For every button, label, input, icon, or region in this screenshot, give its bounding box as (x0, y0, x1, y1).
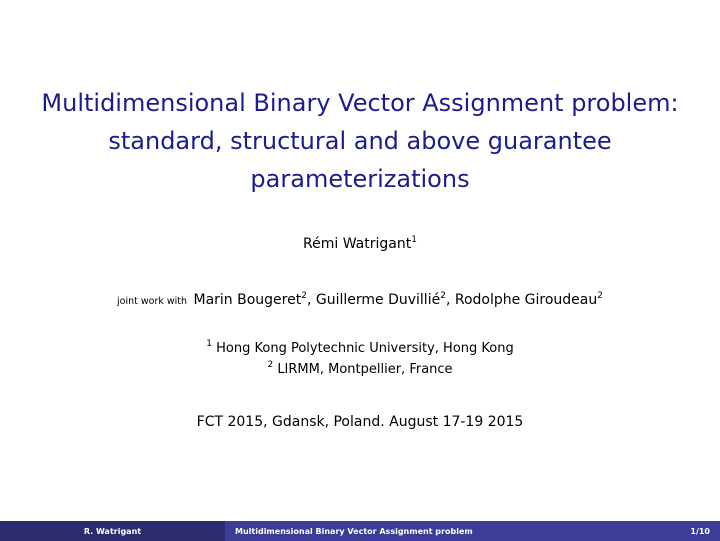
affiliation-1-text: Hong Kong Polytechnic University, Hong Kong (216, 341, 514, 356)
affiliation-2 (0, 362, 720, 377)
footer-bar (0, 521, 720, 541)
footer-author (0, 521, 225, 541)
coauthor-3-mark: 2 (597, 291, 603, 301)
coauthor-2-sep: , (445, 292, 451, 308)
title-line-3: parameterizations (250, 165, 470, 193)
coauthor-1-sep: , (306, 292, 312, 308)
coauthor-3: Rodolphe Giroudeau (454, 292, 598, 308)
affiliation-1 (0, 341, 720, 356)
page-number: 1/10 (690, 526, 710, 536)
affiliation-2-mark: 2 (267, 360, 274, 370)
footer-title (225, 521, 720, 541)
coauthor-1-mark: 2 (301, 291, 307, 301)
event-info: FCT 2015, Gdansk, Poland. August 17-19 2015 (196, 414, 524, 430)
affiliation-1-mark: 1 (206, 339, 212, 349)
footer-title-text: Multidimensional Binary Vector Assignment problem (235, 526, 473, 536)
coauthor-2-mark: 2 (440, 291, 446, 301)
author (0, 236, 720, 252)
coauthor-2: Guillerme Duvillié (315, 292, 441, 308)
author-name: Rémi Watrigant (303, 236, 412, 252)
author-affil-mark: 1 (411, 235, 417, 245)
title-line-1: Multidimensional Binary Vector Assignment problem: (41, 89, 679, 117)
affiliation-2-text: LIRMM, Montpellier, France (277, 362, 453, 377)
title-line-2: standard, structural and above guarantee (108, 127, 612, 155)
joint-work-prefix: joint work with (117, 296, 188, 307)
footer-author-text: R. Watrigant (83, 526, 142, 536)
coauthor-1: Marin Bougeret (193, 292, 302, 308)
slide-title (0, 84, 720, 198)
joint-work-line (0, 292, 720, 308)
